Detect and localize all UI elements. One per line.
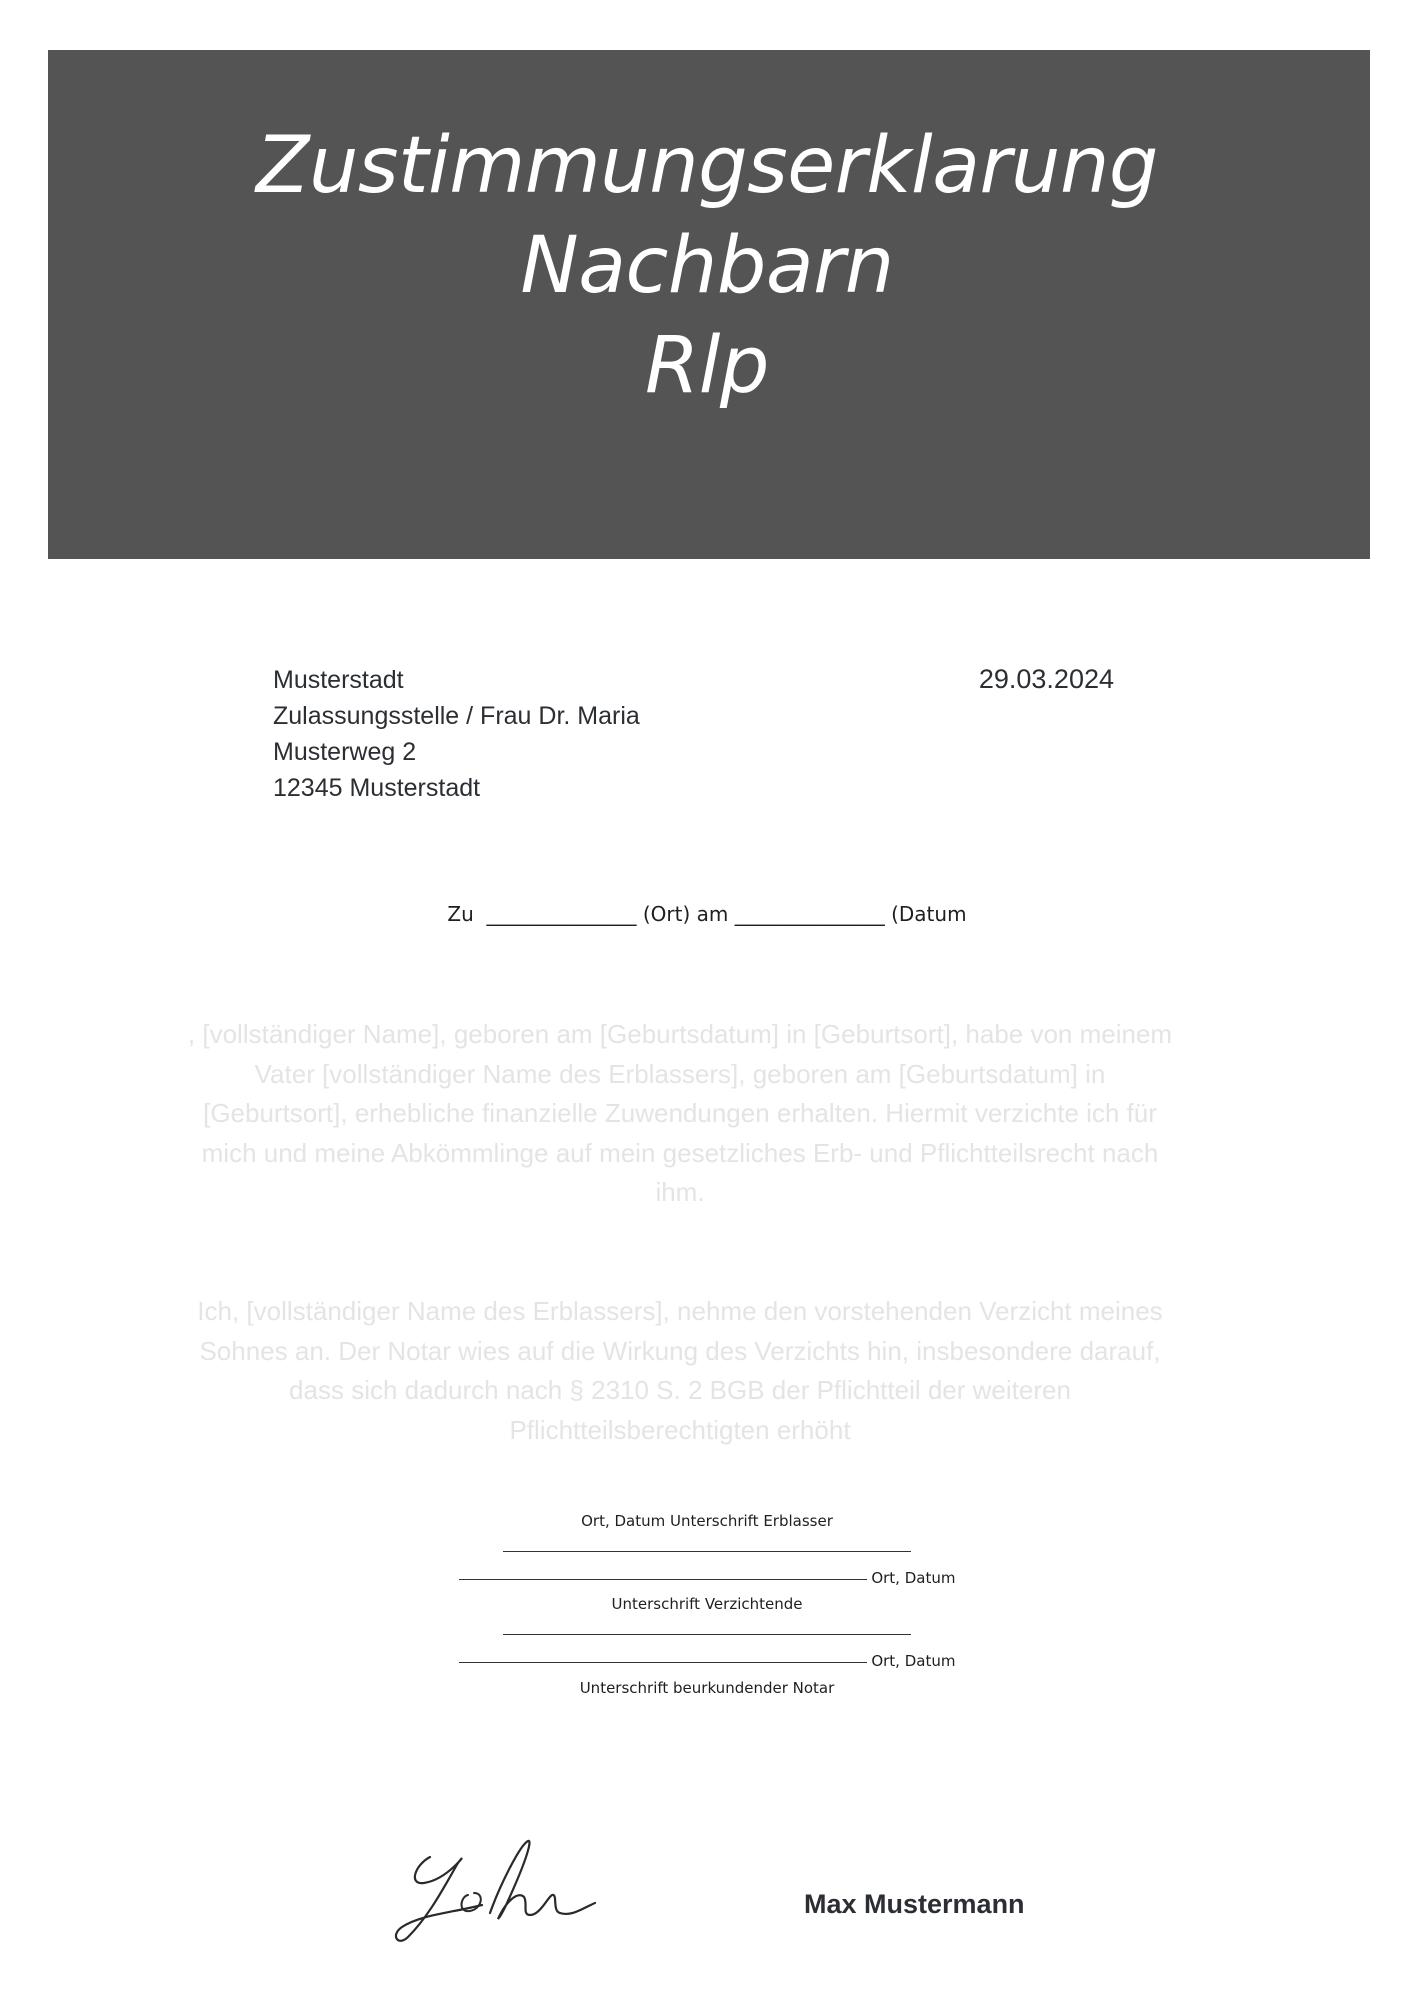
address-line-street: Musterweg 2 xyxy=(273,738,417,766)
sig-ort-datum-1: Ort, Datum xyxy=(871,1569,956,1587)
address-line-city: Musterstadt xyxy=(273,666,404,694)
recipient-address xyxy=(273,662,640,806)
sig-label-notar: Unterschrift beurkundender Notar xyxy=(579,1679,835,1697)
place-date-line: Zu _______________ (Ort) am _______________ (Datum xyxy=(447,902,967,926)
title-line-1: Zustimmungserklarung xyxy=(256,121,1158,211)
title-line-2: Nachbarn xyxy=(520,221,894,311)
sig-ort-datum-2: Ort, Datum xyxy=(871,1652,956,1670)
sig-row-ort-datum-2 xyxy=(0,1652,1414,1670)
title-line-3: Rlp xyxy=(645,321,769,411)
sig-label-verzichtende: Unterschrift Verzichtende xyxy=(611,1595,803,1613)
sig-row-ort-datum-1 xyxy=(0,1569,1414,1587)
document-date: 29.03.2024 xyxy=(978,664,1114,694)
handwritten-signature xyxy=(390,1835,600,1945)
address-line-office: Zulassungsstelle / Frau Dr. Maria xyxy=(273,702,640,730)
sig-label-erblasser: Ort, Datum Unterschrift Erblasser xyxy=(581,1512,833,1530)
waiver-paragraph: , [vollständiger Name], geboren am [Geburtsdatum] in [Geburtsort], habe von meinem Vater [vollständiger Name des Erblassers], geboren am [Geburtsdatum] in [Geburtsort], erhebliche finanzielle Zuwendungen erhalten. Hiermit verzichte ich für mich und meine Abkömmlinge auf mein gesetzliches Erb- und Pflichtteilsrecht nach ihm. xyxy=(187,1019,1173,1207)
page-title xyxy=(0,116,1414,416)
acceptance-paragraph: Ich, [vollständiger Name des Erblassers], nehme den vorstehenden Verzicht meines Sohnes an. Der Notar wies auf die Wirkung des Verzichts hin, insbesondere darauf, dass sich dadurch nach § 2310 S. 2 BGB der Pflichtteil der weiteren Pflichtteilsberechtigten erhöht xyxy=(197,1296,1163,1445)
sig-rule-1 xyxy=(0,1541,1414,1559)
signer-name: Max Mustermann xyxy=(804,1889,1025,1919)
sig-rule-2 xyxy=(0,1624,1414,1642)
address-line-postcode: 12345 Musterstadt xyxy=(273,774,481,802)
